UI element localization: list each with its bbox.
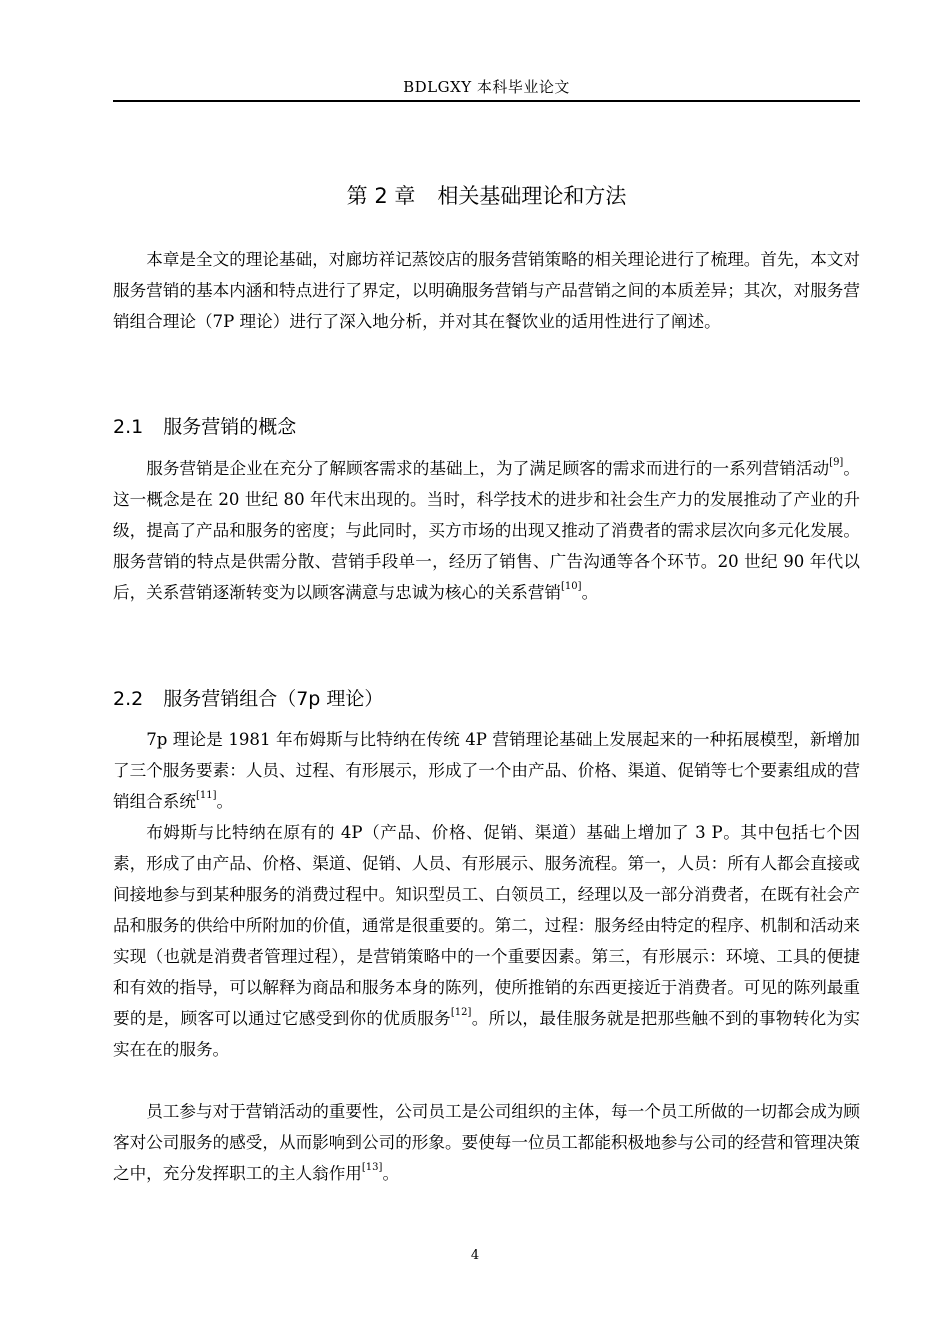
body-paragraph (113, 453, 860, 608)
paragraph-text: 。 (382, 1164, 400, 1183)
paragraph-text: 。 (581, 583, 599, 602)
body-paragraph (113, 724, 860, 817)
citation-ref: [13] (361, 1162, 383, 1174)
section-number: 2.2 (113, 688, 144, 710)
citation-ref: [12] (450, 1007, 472, 1019)
intro-paragraph: 本章是全文的理论基础，对廊坊祥记蒸饺店的服务营销策略的相关理论进行了梳理。首先，本文对服务营销的基本内涵和特点进行了界定，以明确服务营销与产品营销之间的本质差异；其次，对服务营销组合理论（7P 理论）进行了深入地分析，并对其在餐饮业的适用性进行了阐述。 (113, 250, 860, 331)
body-paragraph (113, 1096, 860, 1189)
body-paragraph (113, 817, 860, 1065)
paragraph-text: 。这一概念是在 20 世纪 80 年代末出现的。当时，科学技术的进步和社会生产力的发展推动了产业的升级，提高了产品和服务的密度；与此同时，买方市场的出现又推动了消费者的需求层次向多元化发展。服务营销的特点是供需分散、营销手段单一，经历了销售、广告沟通等各个环节。20 世纪 90 年代以后，关系营销逐渐转变为以顾客满意与忠诚为核心的关系营销 (113, 459, 861, 602)
section-title-text: 服务营销组合（7p 理论） (163, 688, 384, 710)
citation-ref: [11] (195, 790, 217, 802)
page-number: 4 (470, 1248, 480, 1263)
paragraph-text: 员工参与对于营销活动的重要性，公司员工是公司组织的主体，每一个员工所做的一切都会成为顾客对公司服务的感受，从而影响到公司的形象。要使每一位员工都能积极地参与公司的经营和管理决策之中，充分发挥职工的主人翁作用 (113, 1102, 860, 1183)
section-title-text: 服务营销的概念 (163, 416, 297, 438)
page-header: BDLGXY 本科毕业论文 (403, 78, 570, 96)
paragraph-text: 布姆斯与比特纳在原有的 4P（产品、价格、促销、渠道）基础上增加了 3 P。其中包括七个因素，形成了由产品、价格、渠道、促销、人员、有形展示、服务流程。第一，人员：所有人都会直接或间接地参与到某种服务的消费过程中。知识型员工、白领员工，经理以及一部分消费者，在既有社会产品和服务的供给中所附加的价值，通常是很重要的。第二，过程：服务经由特定的程序、机制和活动来实现（也就是消费者管理过程），是营销策略中的一个重要因素。第三，有形展示：环境、工具的便捷和有效的指导，可以解释为商品和服务本身的陈列，使所推销的东西更接近于消费者。可见的陈列最重要的是，顾客可以通过它感受到你的优质服务 (113, 823, 860, 1028)
header-rule (113, 100, 860, 102)
paragraph-text: 。 (216, 792, 234, 811)
chapter-title (113, 180, 860, 210)
citation-ref: [9] (829, 457, 844, 469)
citation-ref: [10] (561, 581, 582, 593)
section-heading-2-1 (113, 412, 296, 439)
paragraph-text: 。所以，最佳服务就是把那些触不到的事物转化为实实在在的服务。 (113, 1009, 861, 1059)
paragraph-text: 7p 理论是 1981 年布姆斯与比特纳在传统 4P 营销理论基础上发展起来的一种拓展模型，新增加了三个服务要素：人员、过程、有形展示，形成了一个由产品、价格、渠道、促销等七个要素组成的营销组合系统 (113, 730, 860, 811)
paragraph-text: 服务营销是企业在充分了解顾客需求的基础上，为了满足顾客的需求而进行的一系列营销活动 (146, 459, 830, 478)
section-heading-2-2 (113, 684, 383, 711)
chapter-number: 第 2 章 (346, 184, 416, 208)
section-number: 2.1 (113, 416, 144, 438)
chapter-title-text: 相关基础理论和方法 (437, 184, 627, 208)
